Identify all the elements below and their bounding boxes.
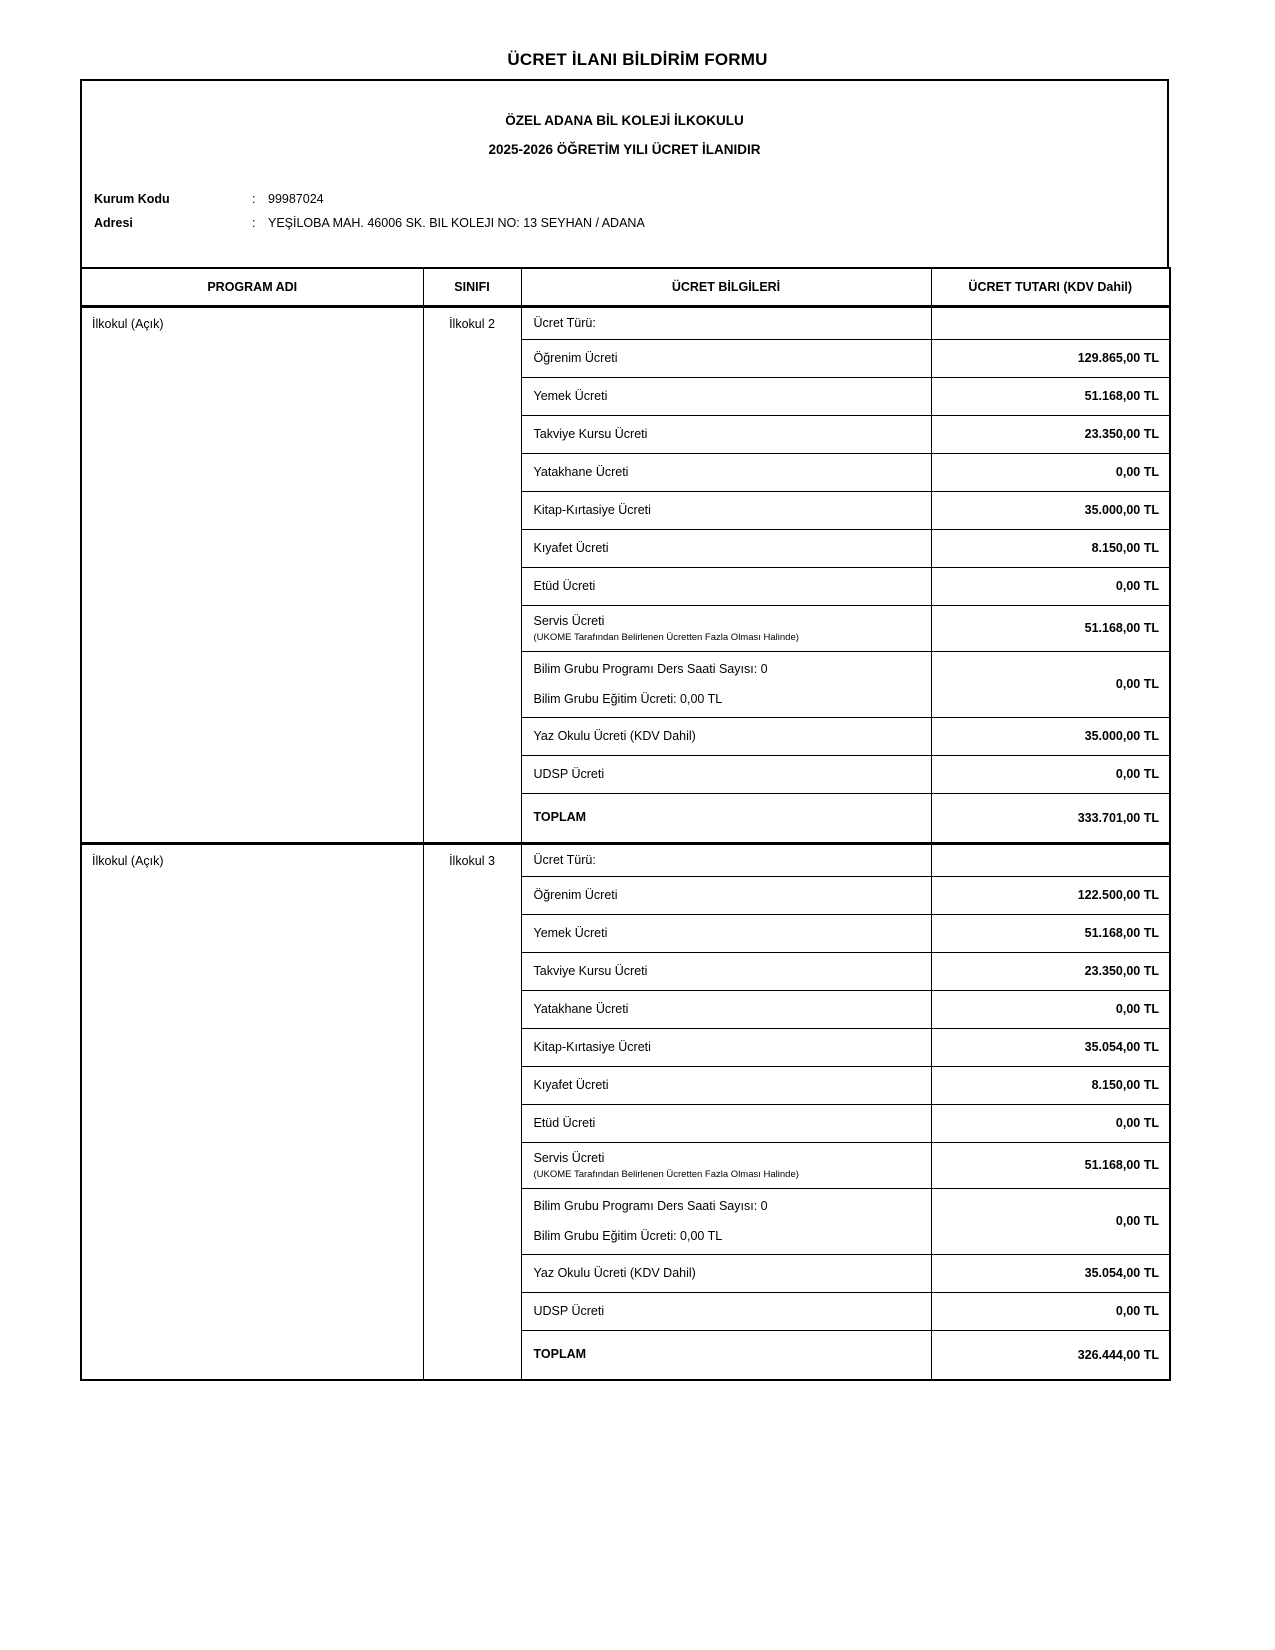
fee-label-line2: Bilim Grubu Eğitim Ücreti: 0,00 TL (533, 691, 723, 706)
fee-amount: 0,00 TL (931, 755, 1170, 793)
fee-label: Takviye Kursu Ücreti (521, 415, 931, 453)
fee-label: Takviye Kursu Ücreti (521, 952, 931, 990)
fee-label: Servis Ücreti (533, 1150, 605, 1165)
fee-amount: 51.168,00 TL (931, 914, 1170, 952)
group-ilkokul-2 (81, 306, 1170, 843)
kurum-kodu-label: Kurum Kodu (94, 192, 170, 206)
school-name: ÖZEL ADANA BİL KOLEJİ İLKOKULU (505, 113, 744, 128)
fee-table (80, 267, 1171, 1381)
fee-label: Kitap-Kırtasiye Ücreti (521, 491, 931, 529)
fee-amount: 51.168,00 TL (931, 605, 1170, 651)
kurum-kodu-row (94, 191, 1155, 207)
fee-amount: 35.054,00 TL (931, 1254, 1170, 1292)
table-header-row (81, 268, 1170, 306)
fee-label: Etüd Ücreti (521, 567, 931, 605)
fee-label: UDSP Ücreti (521, 1292, 931, 1330)
fee-label: Yemek Ücreti (521, 914, 931, 952)
fee-label: Servis Ücreti (533, 613, 605, 628)
column-header-program: PROGRAM ADI (81, 268, 423, 306)
info-fields (94, 191, 1155, 231)
fee-label: Kıyafet Ücreti (521, 529, 931, 567)
fee-label-multiline (521, 1188, 931, 1254)
form-header (80, 79, 1169, 267)
fee-amount: 0,00 TL (931, 453, 1170, 491)
fee-amount: 35.000,00 TL (931, 717, 1170, 755)
adresi-label: Adresi (94, 216, 133, 230)
fee-label: UDSP Ücreti (521, 755, 931, 793)
fee-amount: 23.350,00 TL (931, 952, 1170, 990)
fee-amount: 0,00 TL (931, 1104, 1170, 1142)
fee-amount: 0,00 TL (931, 567, 1170, 605)
fee-amount: 0,00 TL (931, 651, 1170, 717)
fee-amount: 0,00 TL (931, 1292, 1170, 1330)
fee-amount: 0,00 TL (931, 1188, 1170, 1254)
fee-amount (931, 306, 1170, 339)
sinif-cell: İlkokul 2 (423, 306, 521, 843)
fee-label: Yemek Ücreti (521, 377, 931, 415)
fee-label: Yaz Okulu Ücreti (KDV Dahil) (521, 1254, 931, 1292)
table-row (81, 306, 1170, 339)
fee-label: Bilim Grubu Programı Ders Saati Sayısı: 0 (533, 661, 768, 676)
fee-amount: 51.168,00 TL (931, 377, 1170, 415)
kurum-kodu-separator: : (252, 192, 256, 206)
fee-amount (931, 843, 1170, 876)
kurum-kodu-value: 99987024 (268, 192, 324, 206)
total-label: TOPLAM (521, 1330, 931, 1380)
fee-amount: 23.350,00 TL (931, 415, 1170, 453)
fee-label-multiline (521, 651, 931, 717)
fee-label: Öğrenim Ücreti (521, 339, 931, 377)
page-title: ÜCRET İLANI BİLDİRİM FORMU (507, 50, 768, 69)
fee-label: Yatakhane Ücreti (521, 453, 931, 491)
form-box (80, 79, 1169, 1381)
fee-label: Etüd Ücreti (521, 1104, 931, 1142)
fee-label: Ücret Türü: (521, 843, 931, 876)
fee-label: Ücret Türü: (521, 306, 931, 339)
group-ilkokul-3 (81, 843, 1170, 1380)
fee-label: Kıyafet Ücreti (521, 1066, 931, 1104)
fee-amount: 0,00 TL (931, 990, 1170, 1028)
fee-label: Yatakhane Ücreti (521, 990, 931, 1028)
fee-amount: 8.150,00 TL (931, 1066, 1170, 1104)
total-amount: 333.701,00 TL (931, 793, 1170, 843)
fee-amount: 35.000,00 TL (931, 491, 1170, 529)
fee-note: (UKOME Tarafından Belirlenen Ücretten Fazla Olması Halinde) (533, 1168, 799, 1180)
table-row (81, 843, 1170, 876)
fee-note: (UKOME Tarafından Belirlenen Ücretten Fazla Olması Halinde) (533, 631, 799, 643)
column-header-sinif: SINIFI (423, 268, 521, 306)
column-header-bilgi: ÜCRET BİLGİLERİ (521, 268, 931, 306)
program-cell: İlkokul (Açık) (81, 306, 423, 843)
announcement-subtitle: 2025-2026 ÖĞRETİM YILI ÜCRET İLANIDIR (488, 142, 761, 157)
fee-amount: 122.500,00 TL (931, 876, 1170, 914)
sinif-cell: İlkokul 3 (423, 843, 521, 1380)
fee-label: Yaz Okulu Ücreti (KDV Dahil) (521, 717, 931, 755)
fee-label: Öğrenim Ücreti (521, 876, 931, 914)
fee-amount: 35.054,00 TL (931, 1028, 1170, 1066)
program-cell: İlkokul (Açık) (81, 843, 423, 1380)
adresi-separator: : (252, 216, 256, 230)
fee-label-with-note (521, 605, 931, 651)
fee-label: Kitap-Kırtasiye Ücreti (521, 1028, 931, 1066)
fee-amount: 51.168,00 TL (931, 1142, 1170, 1188)
total-amount: 326.444,00 TL (931, 1330, 1170, 1380)
fee-amount: 129.865,00 TL (931, 339, 1170, 377)
fee-amount: 8.150,00 TL (931, 529, 1170, 567)
fee-label-line2: Bilim Grubu Eğitim Ücreti: 0,00 TL (533, 1228, 723, 1243)
fee-label-with-note (521, 1142, 931, 1188)
adresi-value: YEŞİLOBA MAH. 46006 SK. BIL KOLEJI NO: 13 SEYHAN / ADANA (268, 216, 645, 230)
adresi-row (94, 215, 1155, 231)
total-label: TOPLAM (521, 793, 931, 843)
column-header-tutar: ÜCRET TUTARI (KDV Dahil) (931, 268, 1170, 306)
fee-label: Bilim Grubu Programı Ders Saati Sayısı: 0 (533, 1198, 768, 1213)
